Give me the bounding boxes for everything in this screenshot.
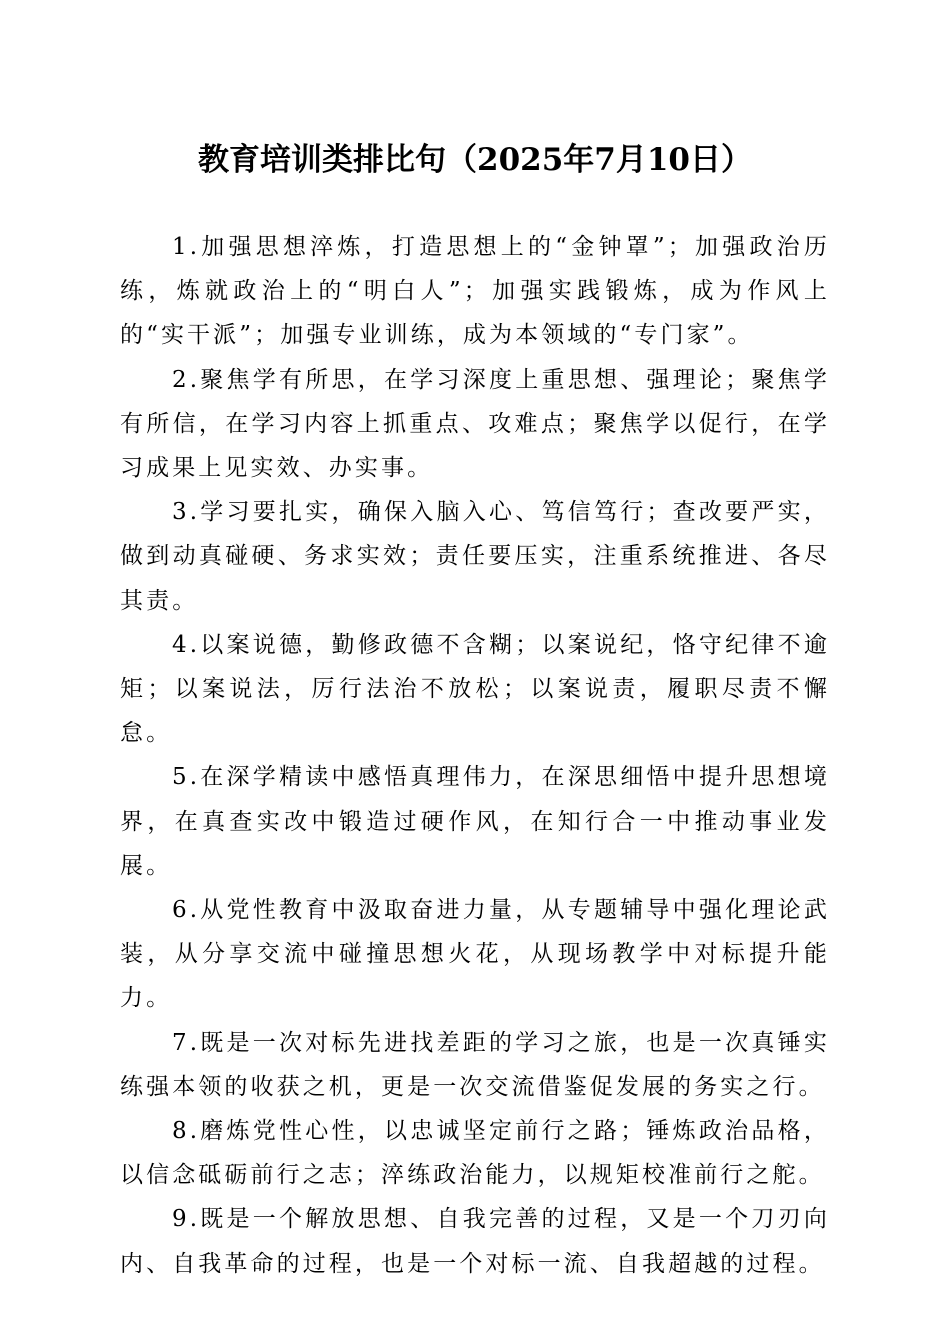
paragraph-5: 5.在深学精读中感悟真理伟力，在深思细悟中提升思想境界，在真查实改中锻造过硬作风，在知行合一中推动事业发展。	[120, 764, 830, 879]
paragraph-3: 3.学习要扎实，确保入脑入心、笃信笃行；查改要严实，做到动真碰硬、务求实效；责任要压实，注重系统推进、各尽其责。	[120, 499, 830, 614]
paragraph-6: 6.从党性教育中汲取奋进力量，从专题辅导中强化理论武装，从分享交流中碰撞思想火花，从现场教学中对标提升能力。	[120, 897, 830, 1012]
paragraph-8: 8.磨炼党性心性，以忠诚坚定前行之路；锤炼政治品格，以信念砥砺前行之志；淬练政治能力，以规矩校准前行之舵。	[120, 1118, 830, 1189]
document-body	[120, 225, 830, 1286]
document-title: 教育培训类排比句（2025年7月10日）	[198, 142, 752, 178]
paragraph-1: 1.加强思想淬炼，打造思想上的“金钟罩”；加强政治历练，炼就政治上的“明白人”；加强实践锻炼，成为作风上的“实干派”；加强专业训练，成为本领域的“专门家”。	[120, 234, 830, 349]
paragraph-7: 7.既是一次对标先进找差距的学习之旅，也是一次真锤实练强本领的收获之机，更是一次交流借鉴促发展的务实之行。	[120, 1029, 830, 1100]
paragraph-9: 9.既是一个解放思想、自我完善的过程，又是一个刀刃向内、自我革命的过程，也是一个对标一流、自我超越的过程。	[120, 1206, 830, 1277]
paragraph-2: 2.聚焦学有所思，在学习深度上重思想、强理论；聚焦学有所信，在学习内容上抓重点、攻难点；聚焦学以促行，在学习成果上见实效、办实事。	[120, 366, 830, 482]
paragraph-4: 4.以案说德，勤修政德不含糊；以案说纪，恪守纪律不逾矩；以案说法，厉行法治不放松；以案说责，履职尽责不懈怠。	[120, 631, 830, 747]
